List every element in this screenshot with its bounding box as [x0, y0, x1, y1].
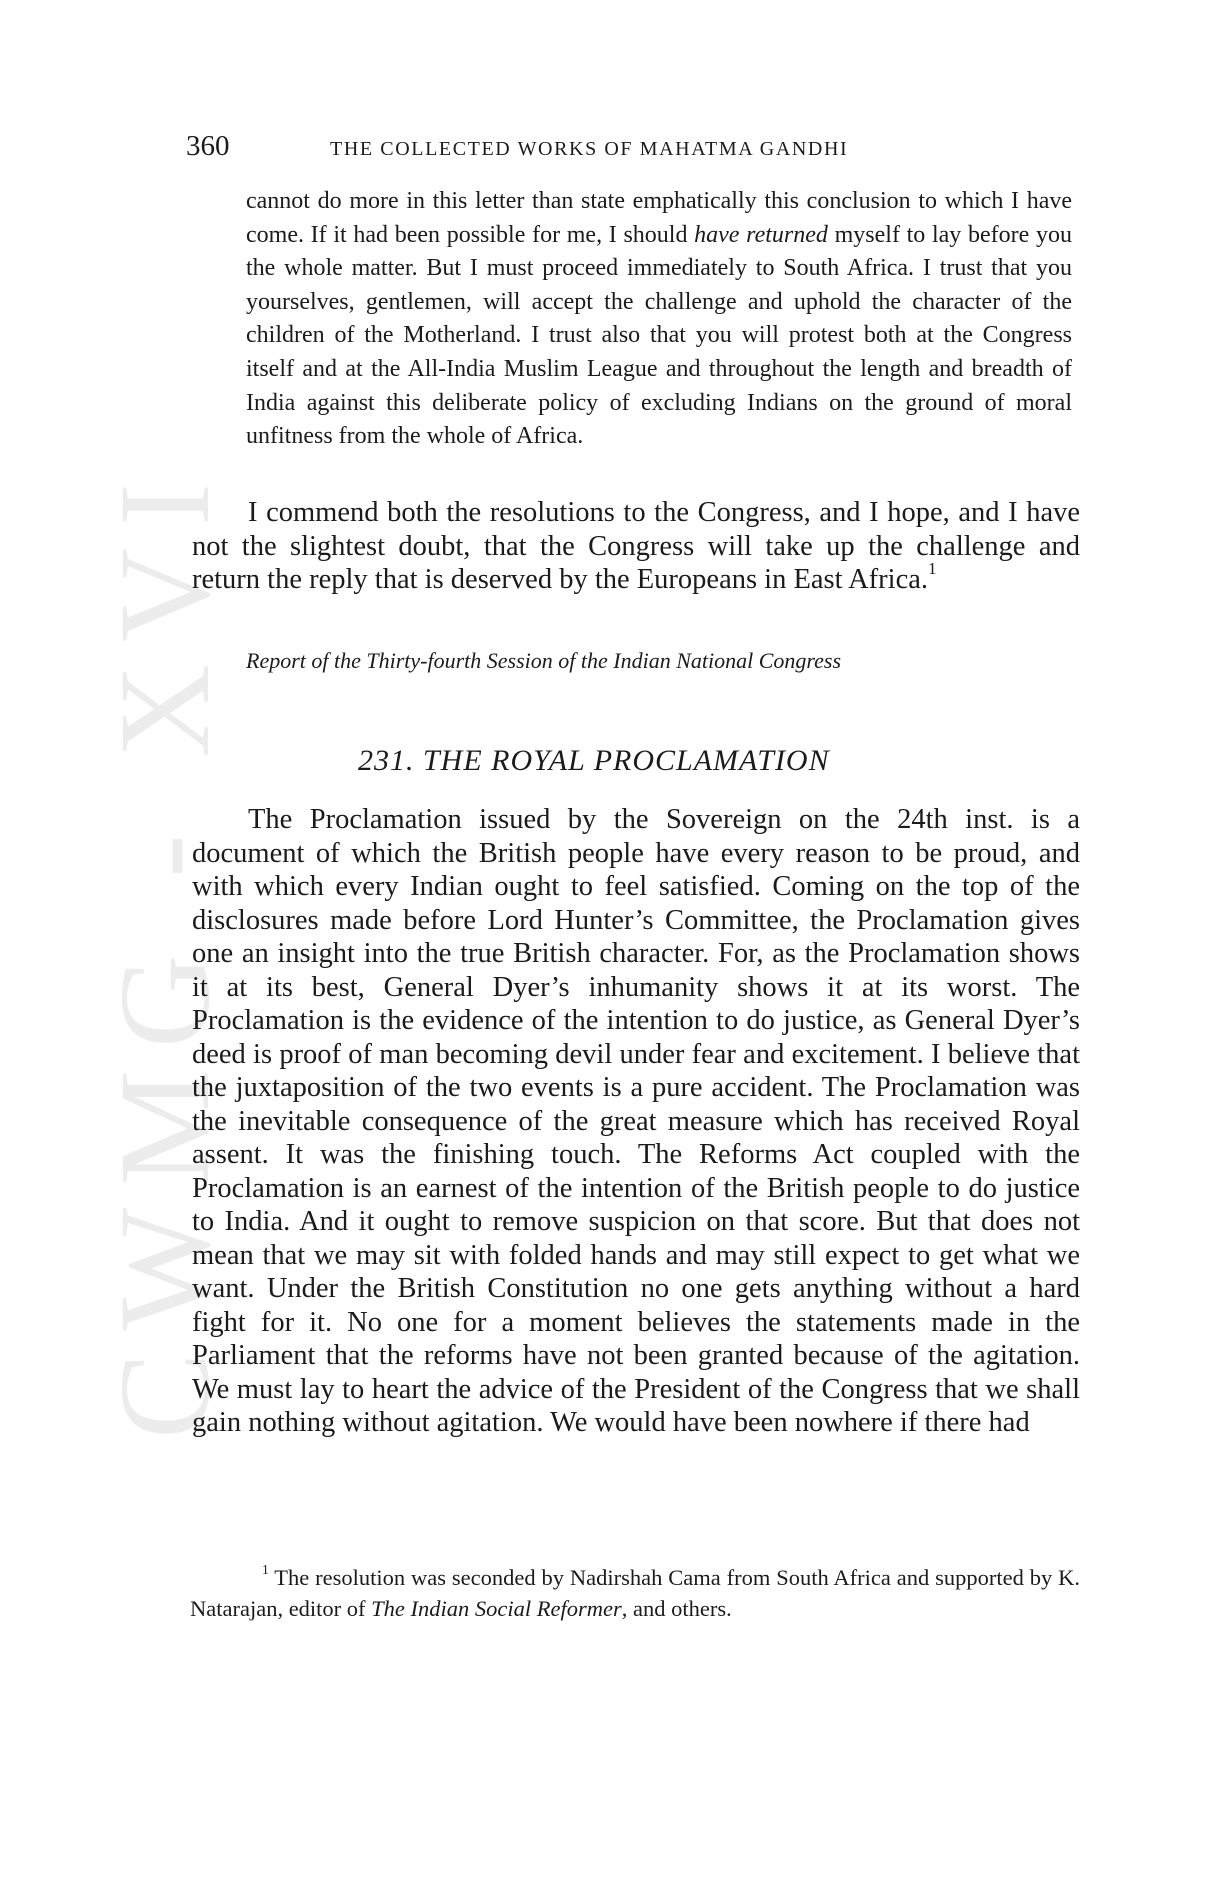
- quote-text-continued: myself to lay before you the whole matter. But I must proceed immediately to South Africa. I trust that you yourselves, gentlemen, will accept the challenge and uphold the character of the children of the Motherland. I trust also that you will protest both at the Congress itself and at the All-India Muslim League and throughout the length and breadth of India against this deliberate policy of excluding Indians on the ground of moral unfitness from the whole of Africa.: [246, 221, 1072, 450]
- footnote-reference: 1: [928, 559, 937, 579]
- footnote-italic-title: The Indian Social Reformer: [371, 1596, 622, 1621]
- watermark: CWMG - XVI: [93, 460, 237, 1440]
- section-title: 231. THE ROYAL PROCLAMATION: [358, 744, 830, 777]
- running-head: THE COLLECTED WORKS OF MAHATMA GANDHI: [330, 138, 849, 160]
- quote-italic-text: have returned: [694, 221, 828, 248]
- footnote-text: The resolution was seconded by Nadirshah Cama from South Africa and supported by K. Natarajan, editor of: [190, 1565, 1080, 1621]
- page-header: [186, 130, 1086, 170]
- body-paragraph: The Proclamation issued by the Sovereign on the 24th inst. is a document of which the British people have every reason to be proud, and with which every Indian ought to feel satisfied. Coming on the top of the disclosures made before Lord Hunter’s Committee, the Proclamation gives one an insight into the true British character. For, as the Proclamation shows it at its best, General Dyer’s inhumanity shows it at its worst. The Proclamation is the evidence of the intention to do justice, as General Dyer’s deed is proof of man becoming devil under fear and excitement. I believe that the juxtaposition of the two events is a pure accident. The Proclamation was the inevitable consequence of the great measure which has received Royal assent. It was the finishing touch. The Reforms Act coupled with the Proclamation is an earnest of the intention of the British people to do justice to India. And it ought to remove suspicion on that score. But that does not mean that we may sit with folded hands and may still expect to get what we want. Under the British Constitution no one gets anything without a hard fight for it. No one for a moment believes the statements made in the Parliament that the reforms have not been granted because of the agitation. We must lay to heart the advice of the President of the Congress that we shall gain nothing without agitation. We would have been nowhere if there had: [192, 804, 1080, 1438]
- closing-paragraph-text: I commend both the resolutions to the Congress, and I hope, and I have not the slightest doubt, that the Congress will take up the challenge and return the reply that is deserved by the Europeans in East Africa.: [192, 497, 1080, 595]
- footnote-text-continued: , and others.: [621, 1596, 732, 1621]
- quote-text: cannot do more in this letter than state emphatically this conclusion to which I have come. If it had been possible for me, I should: [246, 188, 1072, 248]
- letter-quote: [246, 185, 1072, 454]
- closing-paragraph: [192, 496, 1080, 597]
- footnote: [190, 1562, 1080, 1624]
- footnote-marker: 1: [262, 1561, 269, 1577]
- page-number: 360: [186, 130, 230, 162]
- source-citation: Report of the Thirty-fourth Session of the Indian National Congress: [246, 648, 842, 673]
